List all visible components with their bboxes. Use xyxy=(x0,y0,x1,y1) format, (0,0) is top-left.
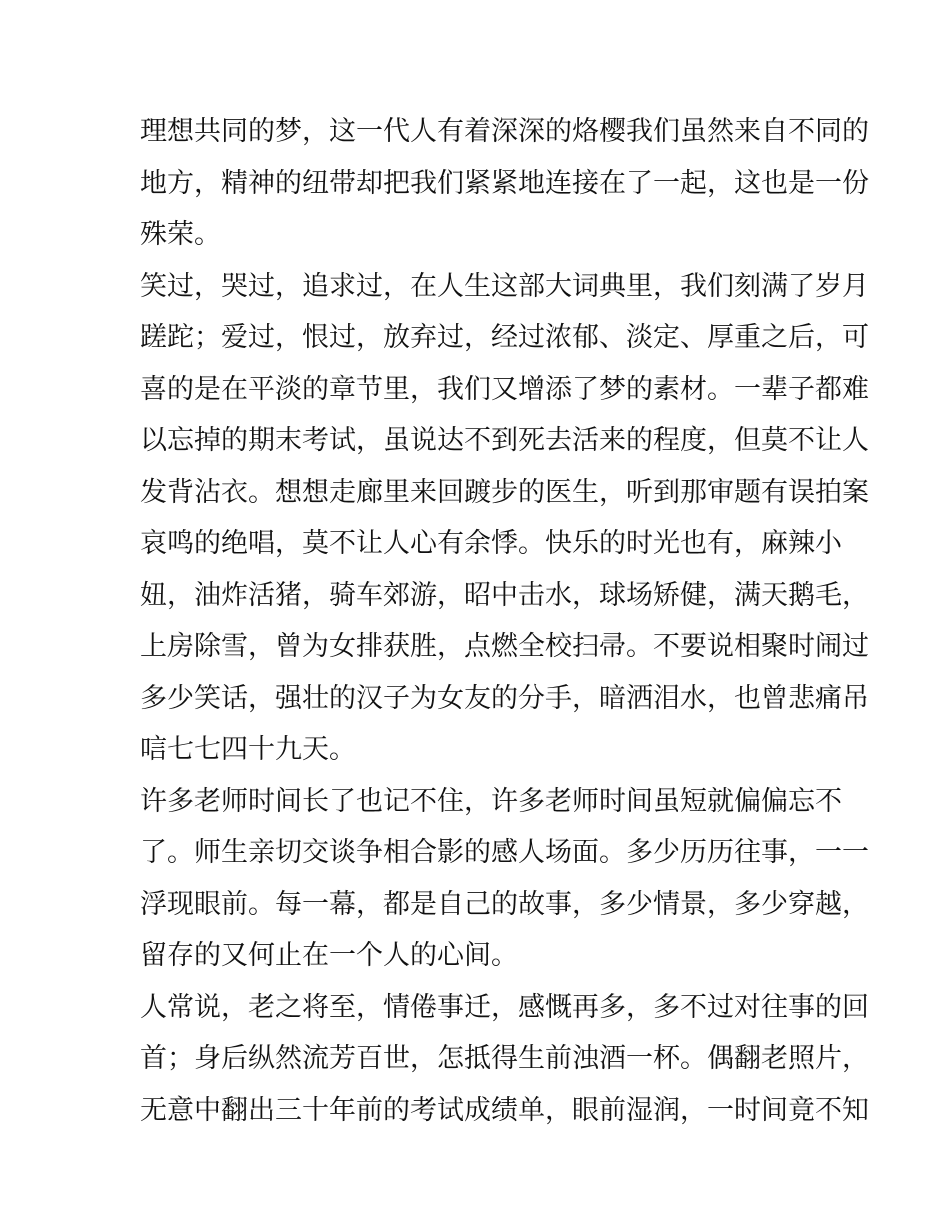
text-line: 了。师生亲切交谈争相合影的感人场面。多少历历往事，一一 xyxy=(140,837,869,868)
text-line: 留存的又何止在一个人的心间。 xyxy=(140,940,518,971)
text-line: 以忘掉的期末考试，虽说达不到死去活来的程度，但莫不让人 xyxy=(140,425,869,456)
text-line: 喜的是在平淡的章节里，我们又增添了梦的素材。一辈子都难 xyxy=(140,373,869,405)
text-line: 唁七七四十九天。 xyxy=(140,734,356,765)
paragraph-1 xyxy=(140,106,869,261)
text-line: 妞，油炸活猪，骑车郊游，昭中击水，球场矫健，满天鹅毛， xyxy=(140,579,869,611)
text-line: 无意中翻出三十年前的考试成绩单，眼前湿润，一时间竟不知 xyxy=(140,1094,869,1126)
text-line: 多少笑话，强壮的汉子为女友的分手，暗洒泪水，也曾悲痛吊 xyxy=(140,682,869,714)
paragraph-4 xyxy=(140,982,869,1137)
body-text xyxy=(140,106,869,1136)
text-line: 上房除雪，曾为女排获胜，点燃全校扫帚。不要说相聚时闹过 xyxy=(140,631,869,662)
text-line: 发背沾衣。想想走廊里来回踱步的医生，听到那审题有误拍案 xyxy=(140,476,869,508)
text-line: 许多老师时间长了也记不住，许多老师时间虽短就偏偏忘不 xyxy=(140,785,842,817)
text-line: 蹉跎；爱过，恨过，放弃过，经过浓郁、淡定、厚重之后，可 xyxy=(140,322,869,353)
text-line: 浮现眼前。每一幕，都是自己的故事，多少情景，多少穿越， xyxy=(140,888,869,920)
text-line: 地方，精神的纽带却把我们紧紧地连接在了一起，这也是一份 xyxy=(140,167,869,199)
text-line: 人常说，老之将至，情倦事迁，感慨再多，多不过对往事的回 xyxy=(140,991,869,1023)
text-line: 笑过，哭过，追求过，在人生这部大词典里，我们刻满了岁月 xyxy=(140,270,869,302)
paragraph-3 xyxy=(140,776,869,982)
paragraph-2 xyxy=(140,261,869,776)
text-line: 哀鸣的绝唱，莫不让人心有余悸。快乐的时光也有，麻辣小 xyxy=(140,528,842,559)
text-line: 殊荣。 xyxy=(140,219,221,250)
text-line: 首；身后纵然流芳百世，怎抵得生前浊酒一杯。偶翻老照片， xyxy=(140,1043,869,1074)
text-line: 理想共同的梦，这一代人有着深深的烙樱我们虽然来自不同的 xyxy=(140,116,869,147)
